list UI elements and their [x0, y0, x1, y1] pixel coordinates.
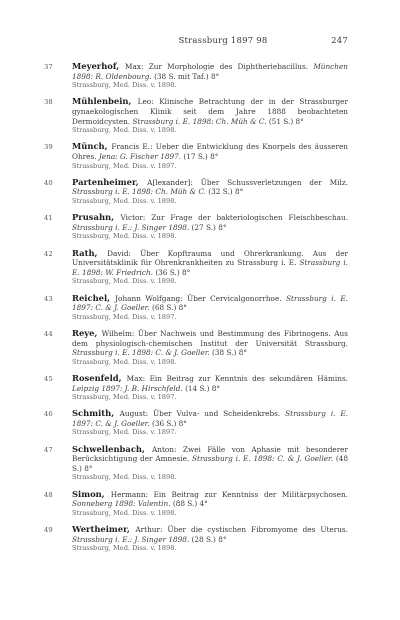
bibliography-entry [44, 96, 348, 135]
entry-size: (68 S.) 8° [151, 303, 187, 313]
entry-author: Schwellenbach, [72, 443, 152, 454]
entry-author: Reye, [72, 327, 102, 338]
entry-size: (14 S.) 8° [185, 383, 221, 393]
entry-title: Zwei Fälle von Aphasie mit besonderer Berücksichtigung der Amnesie. [72, 444, 348, 464]
entry-author: Schmith, [72, 408, 120, 419]
entry-dissertation-note: Strassburg, Med. Diss. v. 1897. [72, 161, 177, 170]
entry-dissertation-note: Strassburg, Med. Diss. v. 1898. [72, 81, 177, 90]
entry-size: (48 S.) 8° [72, 454, 348, 473]
entry-title: Über Kopftrauma und Ohrerkrankung. Aus der Universitätsklinik für Ohrenkrankheiten zu Strassburg i. E. [72, 248, 348, 268]
entry-dissertation-note: Strassburg, Med. Diss. v. 1898. [72, 232, 177, 241]
entry-given-name: Wilhelm: [101, 328, 138, 338]
entry-dissertation-note: Strassburg, Med. Diss. v. 1897. [72, 428, 177, 437]
entry-number: 48 [44, 490, 53, 499]
entry-imprint: München 1898: R. Oldenbourg. [72, 62, 348, 81]
entry-dissertation-note: Strassburg, Med. Diss. v. 1898. [72, 357, 177, 366]
running-head-title: Strassburg 1897 98 [178, 36, 268, 46]
bibliography-entry [44, 247, 348, 287]
entry-title: Über Nachweis und Bestimmung des Fibrinogens. Aus dem physiologisch-chemischen Institut der Universität Strassburg. [72, 328, 348, 348]
entry-size: (27 S.) 8° [191, 222, 227, 232]
entry-imprint: Strassburg i. E. 1898: Ch. Müh & C. [132, 116, 269, 126]
bibliography-entry [44, 488, 348, 519]
entry-number: 47 [44, 445, 53, 454]
entry-imprint: Sonneberg 1898: Valentin. [72, 499, 173, 509]
entry-number: 44 [44, 329, 53, 338]
entry-author: Reichel, [72, 292, 116, 303]
bibliography-entry [44, 327, 348, 367]
entry-given-name: Max: [125, 62, 149, 71]
bibliography-entry [44, 292, 348, 323]
entry-author: Partenheimer, [72, 176, 148, 187]
entry-given-name: Arthur: [135, 525, 168, 535]
entry-given-name: Anton: [152, 444, 183, 454]
bibliography-list [44, 61, 349, 554]
entry-dissertation-note: Strassburg, Med. Diss. v. 1897. [72, 393, 177, 402]
entry-title: Ein Beitrag zur Kenntniss der Militärpsychosen. [153, 489, 348, 499]
entry-given-name: Leo: [137, 97, 160, 107]
bibliography-entry [44, 443, 348, 483]
entry-given-name: Francis E.: [111, 142, 156, 152]
entry-given-name: Max: [126, 373, 150, 383]
entry-dissertation-note: Strassburg, Med. Diss. v. 1898. [72, 508, 177, 517]
entry-imprint: Strassburg i. E. 1898: C. & J. Goeller. [72, 348, 213, 358]
entry-given-name: Victor: [120, 213, 152, 223]
entry-given-name: David: [107, 248, 141, 258]
bibliography-entry [44, 61, 348, 91]
entry-title: Über Vulva- und Scheidenkrebs. [153, 409, 286, 419]
entry-dissertation-note: Strassburg, Med. Diss. v. 1898. [72, 544, 177, 553]
entry-title: Über Schussverletzungen der Milz. [200, 177, 348, 187]
bibliography-entry [44, 176, 348, 207]
entry-title: Zur Frage der bakteriologischen Fleischbeschau. [151, 213, 349, 223]
entry-title: Ueber die Entwicklung des Knorpels des äusseren Ohres. [72, 142, 348, 161]
entry-imprint: Strassburg i. E. 1897: C. & J. Goeller. [72, 409, 349, 428]
entry-author: Prusahn, [72, 212, 121, 223]
entry-title: Klinische Betrachtung der in der Strassburger gynaekologischen Klinik seit dem Jahre 1888 beobachteten Dermoidcysten. [72, 97, 348, 126]
entry-number: 41 [44, 214, 53, 223]
entry-title: Über Cervicalgonorrhoe. [187, 293, 287, 303]
entry-size: (38 S. mit Taf.) 8° [154, 71, 220, 81]
entry-dissertation-note: Strassburg, Med. Diss. v. 1897. [72, 312, 177, 321]
entry-size: (36 S.) 8° [155, 267, 191, 277]
entry-number: 39 [44, 143, 53, 152]
entry-size: (51 S.) 8° [268, 116, 304, 126]
entry-title: Ein Beitrag zur Kenntnis des sekundären Hämins. [149, 373, 349, 383]
entry-imprint: Strassburg i. E. 1897: C. & J. Goeller. [72, 293, 348, 313]
page-number: 247 [331, 36, 348, 46]
entry-imprint: Jena: G. Fischer 1897. [98, 151, 184, 161]
entry-author: Rosenfeld, [72, 372, 127, 383]
entry-given-name: A[lexander]: [147, 177, 201, 187]
entry-given-name: Johann Wolfgang: [115, 293, 188, 303]
entry-number: 40 [44, 178, 53, 187]
entry-number: 49 [44, 526, 53, 535]
entry-size: (38 S.) 8° [212, 348, 247, 358]
entry-dissertation-note: Strassburg, Med. Diss. v. 1898. [72, 196, 177, 205]
entry-author: Simon, [72, 488, 111, 499]
entry-dissertation-note: Strassburg, Med. Diss. v. 1898. [72, 277, 177, 286]
entry-number: 38 [44, 98, 53, 107]
entry-author: Mühlenbein, [72, 96, 138, 107]
entry-size: (17 S.) 8° [183, 151, 219, 161]
entry-number: 43 [44, 294, 53, 303]
entry-number: 46 [44, 410, 53, 419]
running-head [58, 36, 348, 58]
entry-imprint: Leipzig 1897: J. B. Hirschfeld. [72, 383, 186, 393]
entry-size: (88 S.) 4° [172, 499, 208, 509]
entry-author: Münch, [72, 141, 112, 152]
entry-author: Rath, [72, 247, 108, 258]
entry-given-name: Hermann: [110, 489, 154, 499]
bibliography-entry [44, 524, 348, 554]
entry-size: (28 S.) 8° [191, 534, 227, 544]
bibliography-entry [44, 372, 349, 403]
entry-author: Meyerhof, [72, 61, 126, 71]
entry-author: Wertheimer, [72, 524, 136, 535]
bibliography-entry [44, 408, 349, 438]
entry-number: 42 [44, 249, 53, 258]
entry-title: Zur Morphologie des Diphtheriebacillus. [148, 62, 314, 71]
bibliography-entry [44, 141, 348, 171]
entry-dissertation-note: Strassburg, Med. Diss. v. 1898. [72, 126, 177, 135]
entry-imprint: Strassburg i. E.: J. Singer 1898. [72, 534, 192, 544]
entry-number: 37 [44, 63, 53, 71]
entry-given-name: August: [119, 409, 154, 419]
entry-size: (32 S.) 8° [208, 187, 244, 197]
entry-title: Über die cystischen Fibromyome des Uterus. [167, 525, 348, 535]
entry-imprint: Strassburg i. E. 1898: C. & J. Goeller. [192, 454, 336, 464]
entry-imprint: Strassburg i. E. 1898: W. Friedrich. [72, 258, 348, 277]
entry-number: 45 [44, 374, 53, 383]
entry-imprint: Strassburg i. E. 1898: Ch. Müh & C. [72, 187, 209, 197]
bibliography-entry [44, 212, 349, 242]
entry-dissertation-note: Strassburg, Med. Diss. v. 1898. [72, 473, 177, 482]
entry-imprint: Strassburg i. E.: J. Singer 1898. [72, 222, 192, 232]
entry-size: (36 S.) 8° [151, 418, 187, 428]
